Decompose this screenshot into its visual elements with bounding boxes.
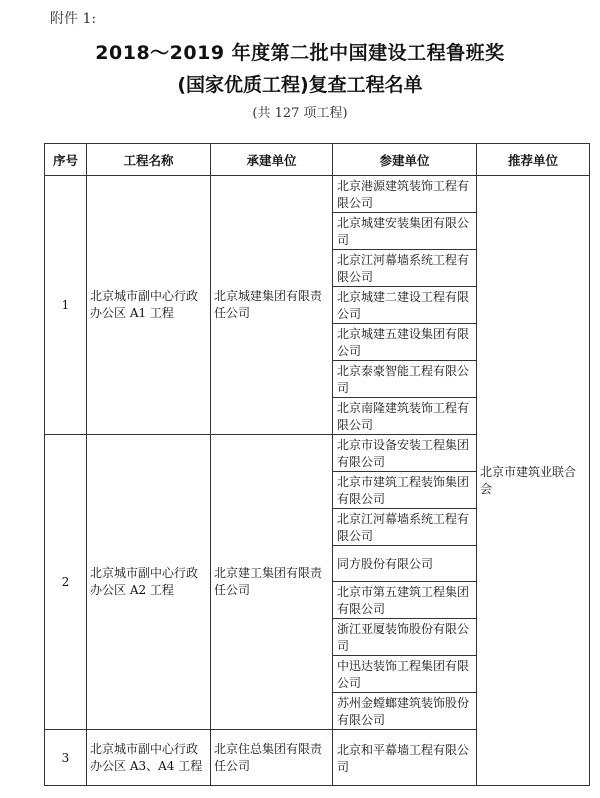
document-title-line2: (国家优质工程)复查工程名单 xyxy=(177,74,423,96)
document-title-line1: 2018～2019 年度第二批中国建设工程鲁班奖 xyxy=(95,42,505,64)
project-contractor: 北京建工集团有限责任公司 xyxy=(211,435,333,730)
project-index: 1 xyxy=(45,176,87,435)
participant: 北京城建五建设集团有限公司 xyxy=(333,324,477,361)
project-contractor: 北京城建集团有限责任公司 xyxy=(211,176,333,435)
participant: 北京城建安装集团有限公司 xyxy=(333,213,477,250)
participant: 北京南隆建筑装饰工程有限公司 xyxy=(333,398,477,435)
participant: 北京江河幕墙系统工程有限公司 xyxy=(333,250,477,287)
participant: 北京泰豪智能工程有限公司 xyxy=(333,361,477,398)
participant: 北京港源建筑装饰工程有限公司 xyxy=(333,176,477,213)
project-name: 北京城市副中心行政办公区 A1 工程 xyxy=(87,176,211,435)
recommender: 北京市建筑业联合会 xyxy=(477,176,590,786)
participant: 北京和平幕墙工程有限公司 xyxy=(333,730,477,786)
participant: 北京城建二建设工程有限公司 xyxy=(333,287,477,324)
annex-label: 附件 1: xyxy=(50,11,97,27)
project-name: 北京城市副中心行政办公区 A3、A4 工程 xyxy=(87,730,211,786)
participant: 北京江河幕墙系统工程有限公司 xyxy=(333,509,477,546)
project-index: 3 xyxy=(45,730,87,786)
table-row xyxy=(45,176,590,213)
header-contractor: 承建单位 xyxy=(211,144,333,176)
participant: 苏州金螳螂建筑装饰股份有限公司 xyxy=(333,693,477,730)
participant: 中迅达装饰工程集团有限公司 xyxy=(333,656,477,693)
project-name: 北京城市副中心行政办公区 A2 工程 xyxy=(87,435,211,730)
participant: 北京市第五建筑工程集团有限公司 xyxy=(333,582,477,619)
participant: 浙江亚厦装饰股份有限公司 xyxy=(333,619,477,656)
header-project-name: 工程名称 xyxy=(87,144,211,176)
header-recommender: 推荐单位 xyxy=(477,144,590,176)
participant: 北京市建筑工程装饰集团有限公司 xyxy=(333,472,477,509)
header-participants: 参建单位 xyxy=(333,144,477,176)
project-table xyxy=(44,143,590,786)
header-index: 序号 xyxy=(45,144,87,176)
document-subtitle: (共 127 项工程) xyxy=(252,106,348,121)
project-contractor: 北京住总集团有限责任公司 xyxy=(211,730,333,786)
project-index: 2 xyxy=(45,435,87,730)
participant: 同方股份有限公司 xyxy=(333,546,477,582)
participant: 北京市设备安装工程集团有限公司 xyxy=(333,435,477,472)
table-header-row xyxy=(45,144,590,176)
